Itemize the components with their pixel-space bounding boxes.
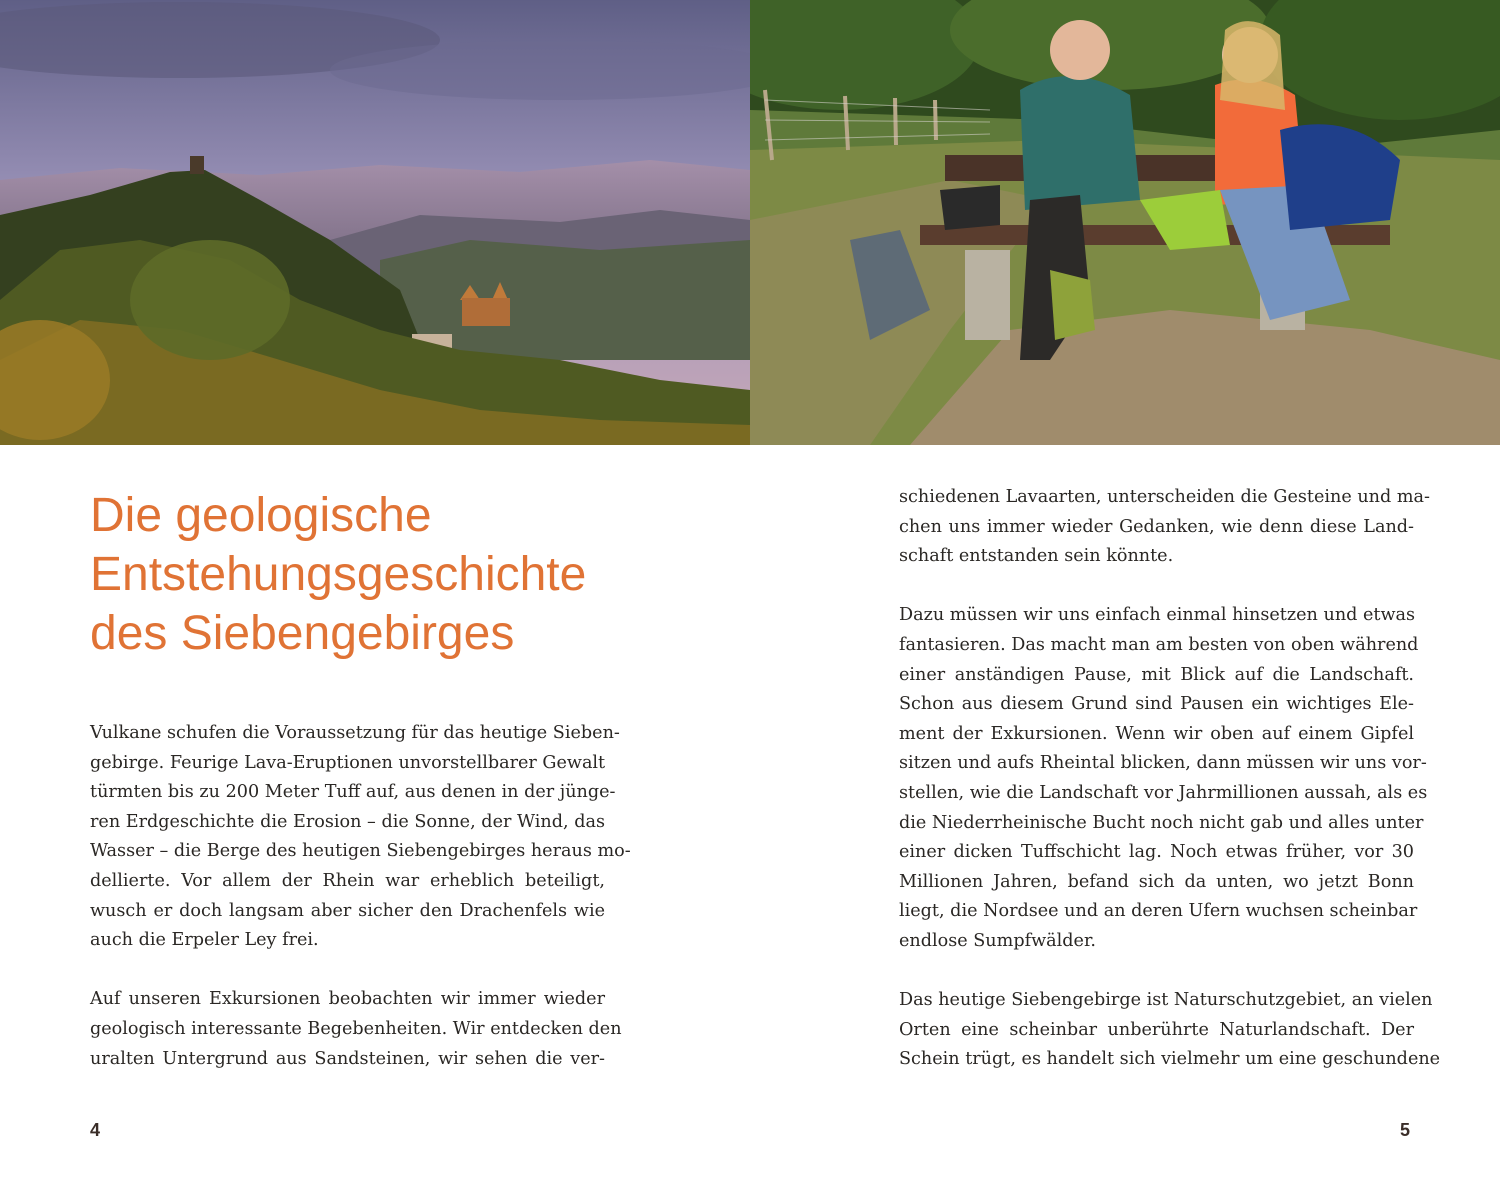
text-line: stellen, wie die Landschaft vor Jahrmillionen aussah, als es [899, 782, 1428, 803]
text-line: auch die Erpeler Ley frei. [90, 930, 319, 951]
text-line: einer anständigen Pause, mit Blick auf die Landschaft. [899, 664, 1414, 685]
text-line: geologisch interessante Begebenheiten. Wir entdecken den [90, 1018, 622, 1039]
left-text-column [90, 719, 631, 1074]
title-line: Entstehungsgeschichte [90, 548, 587, 601]
text-line: Schein trügt, es handelt sich vielmehr um eine geschundene [899, 1049, 1441, 1070]
text-line: einer dicken Tuffschicht lag. Noch etwas früher, vor 30 [899, 842, 1414, 863]
text-line: die Niederrheinische Bucht noch nicht gab und alles unter [899, 812, 1424, 833]
text-line: chen uns immer wieder Gedanken, wie denn diese Land- [899, 516, 1414, 537]
paragraph-gap [899, 957, 1414, 987]
page-number-right: 5 [1399, 1120, 1410, 1140]
text-line: fantasieren. Das macht man am besten von oben während [899, 634, 1419, 655]
text-line: ment der Exkursionen. Wenn wir oben auf einem Gipfel [899, 723, 1414, 744]
text-line: gebirge. Feurige Lava-Eruptionen unvorstellbarer Gewalt [90, 752, 606, 773]
text-line: Auf unseren Exkursionen beobachten wir immer wieder [90, 989, 605, 1010]
landscape-photo [0, 0, 750, 445]
text-line: Orten eine scheinbar unberührte Naturlandschaft. Der [899, 1019, 1414, 1040]
text-line: schaft entstanden sein könnte. [899, 546, 1174, 567]
text-line: Das heutige Siebengebirge ist Naturschutzgebiet, an vielen [899, 990, 1433, 1011]
text-line: Dazu müssen wir uns einfach einmal hinsetzen und etwas [899, 605, 1416, 626]
hikers-photo [750, 0, 1500, 445]
text-line: uralten Untergrund aus Sandsteinen, wir sehen die ver- [90, 1048, 605, 1069]
text-line: Vulkane schufen die Voraussetzung für das heutige Sieben- [90, 723, 620, 743]
text-line: sitzen und aufs Rheintal blicken, dann müssen wir uns vor- [899, 753, 1427, 774]
title-line: des Siebengebirges [90, 607, 515, 660]
text-line: Schon aus diesem Grund sind Pausen ein wichtiges Ele- [899, 694, 1414, 715]
text-line: schiedenen Lavaarten, unterscheiden die Gesteine und ma- [899, 487, 1430, 507]
text-line: türmten bis zu 200 Meter Tuff auf, aus denen in der jünge- [90, 782, 616, 803]
page-number-left: 4 [90, 1120, 101, 1140]
paragraph-gap [899, 572, 1414, 602]
right-text-column [899, 483, 1441, 1075]
landscape-photo-icon [0, 0, 750, 445]
photo-two-hikers-on-bench-icon [750, 0, 1500, 445]
text-line: liegt, die Nordsee und an deren Ufern wuchsen scheinbar [899, 901, 1418, 922]
title-line: Die geologische [90, 489, 432, 542]
paragraph-gap [90, 956, 605, 986]
text-line: endlose Sumpfwälder. [899, 930, 1097, 951]
text-line: dellierte. Vor allem der Rhein war erheblich beteiligt, [90, 870, 605, 891]
text-line: wusch er doch langsam aber sicher den Drachenfels wie [90, 900, 605, 921]
text-line: Wasser – die Berge des heutigen Siebengebirges heraus mo- [90, 841, 631, 862]
text-line: ren Erdgeschichte die Erosion – die Sonne, der Wind, das [90, 811, 605, 832]
text-line: Millionen Jahren, befand sich da unten, wo jetzt Bonn [899, 871, 1414, 892]
page-title [90, 486, 710, 663]
